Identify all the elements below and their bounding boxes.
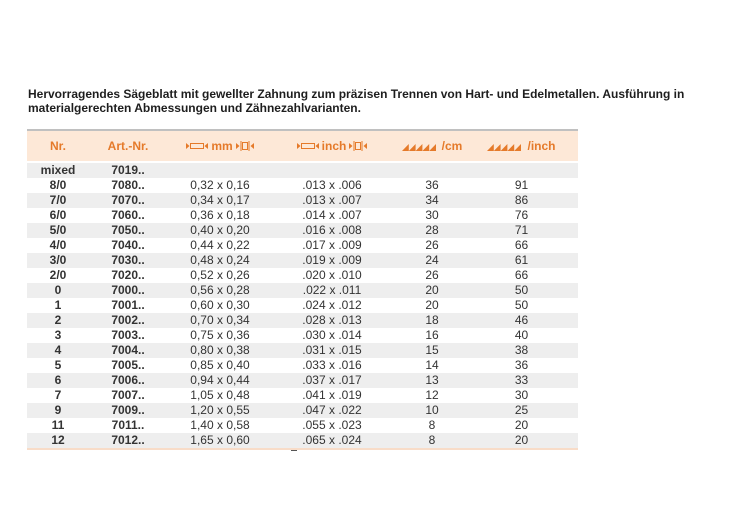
intro-line: materialgerechten Abmessungen und Zähnezahlvarianten. — [28, 101, 361, 115]
cell-mm: 1,40 x 0,58 — [190, 418, 250, 432]
cell-mm: 0,75 x 0,36 — [190, 328, 250, 342]
header-nr: Nr. — [49, 139, 66, 153]
saw-teeth-icon — [402, 142, 436, 151]
underscore-mark — [291, 450, 297, 451]
table-row — [27, 358, 578, 373]
cell-nr: 4/0 — [49, 238, 67, 252]
cell-teeth-per-cm: 8 — [428, 418, 436, 432]
cell-nr: 5/0 — [49, 223, 67, 237]
cell-teeth-per-inch — [473, 163, 578, 178]
cell-teeth-per-cm: 12 — [425, 388, 439, 402]
cell-teeth-per-cm: 34 — [425, 193, 439, 207]
cell-inch: .013 x .007 — [302, 193, 362, 207]
table-row — [27, 268, 578, 283]
cell-inch: .030 x .014 — [302, 328, 362, 342]
cell-inch: .013 x .006 — [302, 178, 362, 192]
cell-mm: 1,65 x 0,60 — [190, 433, 250, 447]
cell-inch: .033 x .016 — [302, 358, 362, 372]
table-row — [27, 208, 578, 223]
cell-nr: 0 — [54, 283, 62, 297]
table-body — [27, 163, 578, 448]
cell-art-nr: 7070.. — [111, 193, 145, 207]
cell-teeth-per-cm: 26 — [425, 238, 439, 252]
cell-nr: 12 — [51, 433, 65, 447]
cell-inch: .020 x .010 — [302, 268, 362, 282]
cell-inch: .022 x .011 — [302, 283, 362, 297]
cell-art-nr: 7040.. — [111, 238, 145, 252]
cell-inch: .017 x .009 — [302, 238, 362, 252]
cell-art-nr: 7011.. — [111, 418, 145, 432]
cell-art-nr: 7020.. — [111, 268, 145, 282]
cell-teeth-per-inch: 91 — [514, 178, 529, 192]
cell-inch: .019 x .009 — [302, 253, 362, 267]
table-row — [27, 433, 578, 448]
cell-art-nr: 7000.. — [111, 283, 145, 297]
table-row — [27, 313, 578, 328]
cell-teeth-per-inch: 71 — [514, 223, 529, 237]
cell-inch: .028 x .013 — [302, 313, 362, 327]
cell-teeth-per-cm: 20 — [425, 298, 439, 312]
cell-art-nr: 7003.. — [111, 328, 145, 342]
cell-teeth-per-inch: 61 — [514, 253, 529, 267]
cell-mm: 0,70 x 0,34 — [190, 313, 250, 327]
table-row — [27, 163, 578, 178]
cell-teeth-per-inch: 38 — [514, 343, 529, 357]
cell-teeth-per-cm: 20 — [425, 283, 439, 297]
cell-nr: 7/0 — [49, 193, 67, 207]
cell-art-nr: 7012.. — [111, 433, 145, 447]
cell-teeth-per-cm — [391, 163, 473, 178]
cell-nr: 3/0 — [49, 253, 67, 267]
cell-inch: .065 x .024 — [302, 433, 362, 447]
cell-art-nr: 7001.. — [111, 298, 145, 312]
cell-inch: .041 x .019 — [302, 388, 362, 402]
header-teeth-per-cm — [391, 139, 473, 153]
cell-mm: 0,85 x 0,40 — [190, 358, 250, 372]
cell-inch: .024 x .012 — [302, 298, 362, 312]
blade-length-icon — [186, 141, 208, 151]
cell-nr: 8/0 — [49, 178, 67, 192]
cell-teeth-per-cm: 36 — [425, 178, 439, 192]
cell-mm: 0,48 x 0,24 — [190, 253, 250, 267]
cell-mm: 0,60 x 0,30 — [190, 298, 250, 312]
cell-nr: 4 — [54, 343, 62, 357]
cell-teeth-per-inch: 66 — [514, 268, 529, 282]
table-row — [27, 328, 578, 343]
table-bottom-line — [27, 448, 578, 450]
table-row — [27, 238, 578, 253]
table-row — [27, 343, 578, 358]
cell-nr: 2/0 — [49, 268, 67, 282]
cell-art-nr: 7007.. — [111, 388, 145, 402]
header-teeth-per-inch — [473, 139, 578, 153]
header-teeth-per-cm-unit: /cm — [441, 139, 463, 153]
cell-teeth-per-cm: 26 — [425, 268, 439, 282]
cell-nr: 7 — [54, 388, 62, 402]
cell-teeth-per-inch: 40 — [514, 328, 529, 342]
cell-teeth-per-cm: 18 — [425, 313, 439, 327]
blade-thickness-icon — [236, 140, 254, 152]
cell-nr: 6/0 — [49, 208, 67, 222]
cell-art-nr: 7030.. — [111, 253, 145, 267]
blade-thickness-icon — [349, 140, 367, 152]
cell-nr: 9 — [54, 403, 62, 417]
cell-mm: 1,20 x 0,55 — [190, 403, 250, 417]
table-row — [27, 418, 578, 433]
cell-nr: 2 — [54, 313, 62, 327]
cell-nr: 1 — [54, 298, 62, 312]
cell-mm: 0,34 x 0,17 — [190, 193, 250, 207]
cell-nr: 11 — [51, 418, 65, 432]
blade-length-icon — [297, 141, 319, 151]
cell-mm: 0,94 x 0,44 — [190, 373, 250, 387]
table-row — [27, 223, 578, 238]
table-header — [27, 131, 578, 163]
cell-art-nr: 7080.. — [111, 178, 145, 192]
cell-teeth-per-inch: 36 — [514, 358, 529, 372]
cell-nr: 5 — [54, 358, 62, 372]
cell-mm — [167, 163, 273, 178]
header-teeth-per-inch-unit: /inch — [527, 139, 556, 153]
cell-teeth-per-cm: 10 — [425, 403, 439, 417]
table-row — [27, 193, 578, 208]
cell-mm: 0,56 x 0,28 — [190, 283, 250, 297]
saw-teeth-icon — [487, 142, 521, 151]
header-mm — [167, 139, 273, 153]
cell-inch: .047 x .022 — [302, 403, 362, 417]
table-row — [27, 283, 578, 298]
cell-teeth-per-cm: 8 — [428, 433, 436, 447]
table-row — [27, 253, 578, 268]
header-inch — [273, 139, 391, 153]
cell-teeth-per-cm: 24 — [425, 253, 439, 267]
cell-inch: .031 x .015 — [302, 343, 362, 357]
cell-teeth-per-inch: 66 — [514, 238, 529, 252]
cell-mm: 1,05 x 0,48 — [190, 388, 250, 402]
cell-mm: 0,36 x 0,18 — [190, 208, 250, 222]
cell-mm: 0,80 x 0,38 — [190, 343, 250, 357]
header-mm-unit: mm — [211, 139, 233, 153]
cell-teeth-per-cm: 15 — [425, 343, 439, 357]
cell-inch: .037 x .017 — [302, 373, 362, 387]
table-row — [27, 403, 578, 418]
cell-teeth-per-cm: 13 — [425, 373, 439, 387]
cell-art-nr: 7006.. — [111, 373, 145, 387]
cell-teeth-per-inch: 20 — [514, 418, 529, 432]
cell-teeth-per-inch: 86 — [514, 193, 529, 207]
cell-art-nr: 7019.. — [111, 163, 145, 177]
cell-mm: 0,44 x 0,22 — [190, 238, 250, 252]
table-row — [27, 373, 578, 388]
cell-teeth-per-inch: 46 — [514, 313, 529, 327]
cell-teeth-per-inch: 20 — [514, 433, 529, 447]
cell-inch: .055 x .023 — [302, 418, 362, 432]
cell-art-nr: 7050.. — [111, 223, 145, 237]
cell-inch: .016 x .008 — [302, 223, 362, 237]
cell-nr: 3 — [54, 328, 62, 342]
cell-inch — [273, 163, 391, 178]
cell-inch: .014 x .007 — [302, 208, 362, 222]
header-inch-unit: inch — [321, 139, 347, 153]
cell-art-nr: 7002.. — [111, 313, 145, 327]
cell-teeth-per-inch: 33 — [514, 373, 529, 387]
cell-mm: 0,52 x 0,26 — [190, 268, 250, 282]
cell-teeth-per-inch: 50 — [514, 298, 529, 312]
intro-text — [28, 87, 684, 115]
cell-teeth-per-inch: 50 — [514, 283, 529, 297]
cell-nr: mixed — [40, 163, 76, 177]
cell-teeth-per-cm: 28 — [425, 223, 439, 237]
cell-teeth-per-cm: 14 — [425, 358, 439, 372]
product-table — [27, 129, 578, 450]
cell-teeth-per-inch: 25 — [514, 403, 529, 417]
cell-art-nr: 7004.. — [111, 343, 145, 357]
cell-art-nr: 7009.. — [111, 403, 145, 417]
table-row — [27, 388, 578, 403]
cell-mm: 0,40 x 0,20 — [190, 223, 250, 237]
cell-teeth-per-inch: 76 — [514, 208, 529, 222]
header-art-nr: Art.-Nr. — [107, 139, 149, 153]
cell-art-nr: 7005.. — [111, 358, 145, 372]
intro-line: Hervorragendes Sägeblatt mit gewellter Zahnung zum präzisen Trennen von Hart- und Edelmetallen. Ausführung in — [28, 87, 685, 101]
cell-teeth-per-cm: 30 — [425, 208, 439, 222]
table-row — [27, 298, 578, 313]
cell-teeth-per-cm: 16 — [425, 328, 439, 342]
cell-mm: 0,32 x 0,16 — [190, 178, 250, 192]
cell-art-nr: 7060.. — [111, 208, 145, 222]
cell-nr: 6 — [54, 373, 62, 387]
cell-teeth-per-inch: 30 — [514, 388, 529, 402]
table-row — [27, 178, 578, 193]
